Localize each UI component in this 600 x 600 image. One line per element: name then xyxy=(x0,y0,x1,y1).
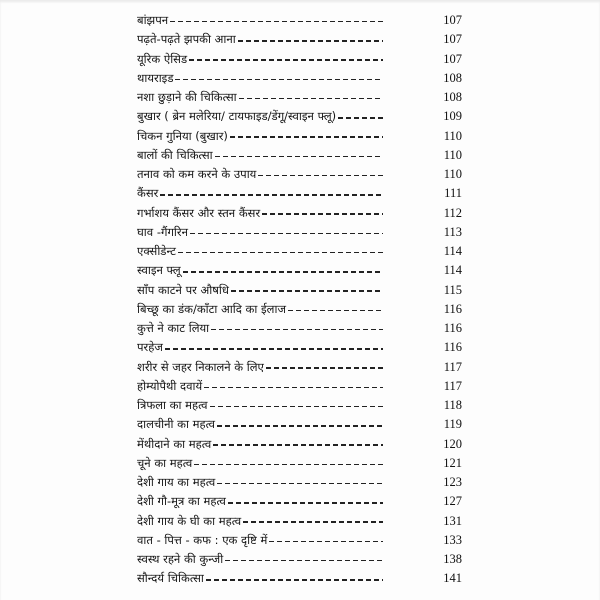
toc-entry-main xyxy=(137,11,383,30)
toc-entry-page-number: 115 xyxy=(443,282,462,297)
dash-leader xyxy=(217,425,383,426)
toc-entry-main xyxy=(137,30,383,49)
toc-entry-main xyxy=(137,165,383,184)
toc-entry-page-number: 114 xyxy=(443,263,462,278)
toc-entry-page-number: 108 xyxy=(443,90,462,105)
toc-entry-title: गर्भाशय कैंसर और स्तन कैंसर xyxy=(137,205,261,220)
toc-entry-title: वात - पित्त - कफ : एक दृष्टि में xyxy=(137,532,268,547)
toc-entry xyxy=(137,242,462,261)
toc-entry-main xyxy=(137,550,383,569)
toc-entry-page-number: 108 xyxy=(443,70,462,85)
dash-leader xyxy=(194,464,383,465)
toc-entry-main xyxy=(137,454,383,473)
toc-entry xyxy=(137,165,462,184)
toc-entry-page-number: 119 xyxy=(443,417,462,432)
toc-entry-title: बांझपन xyxy=(137,13,169,28)
dash-leader xyxy=(211,329,383,330)
toc-entry-title: कुत्ते ने काट लिया xyxy=(137,321,210,336)
dash-leader xyxy=(217,483,383,484)
dash-leader xyxy=(243,521,383,522)
dash-leader xyxy=(231,290,383,291)
toc-entry-page-number: 117 xyxy=(443,359,462,374)
toc-entry-main xyxy=(137,435,383,454)
toc-entry-title: यूरिक ऐसिड xyxy=(137,51,188,66)
dash-leader xyxy=(338,117,383,118)
toc-entry-main xyxy=(137,512,383,531)
toc-entry-page-number: 120 xyxy=(443,436,462,451)
toc-entry xyxy=(137,300,462,319)
toc-entry-main xyxy=(137,242,383,261)
dash-leader xyxy=(189,59,383,60)
toc-entry-page-number: 117 xyxy=(443,378,462,393)
toc-entry-title: बिच्छू का डंक/काँटा आदि का ईलाज xyxy=(137,301,286,316)
toc-entry xyxy=(137,473,462,492)
toc-entry-title: परहेज xyxy=(137,340,163,355)
toc-entry xyxy=(137,338,462,357)
toc-entry-main xyxy=(137,184,383,203)
toc-entry xyxy=(137,50,462,69)
toc-entry xyxy=(137,127,462,146)
dash-leader xyxy=(165,348,383,349)
toc-entry xyxy=(137,377,462,396)
toc-entry-page-number: 107 xyxy=(443,32,462,47)
dash-leader xyxy=(215,156,383,157)
toc-entry-title: साँप काटने पर औषधि xyxy=(137,282,229,297)
toc-entry-page-number: 131 xyxy=(443,513,462,528)
toc-entry-title: देशी गाय के घी का महत्व xyxy=(137,513,242,528)
toc-entry xyxy=(137,531,462,550)
toc-entry xyxy=(137,512,462,531)
toc-entry-title: नशा छुड़ाने की चिकित्सा xyxy=(137,90,237,105)
toc-entry-page-number: 110 xyxy=(443,128,462,143)
toc-entry-main xyxy=(137,50,383,69)
toc-entry-page-number: 116 xyxy=(443,301,462,316)
toc-entry-page-number: 110 xyxy=(443,147,462,162)
toc-entry-main xyxy=(137,396,383,415)
toc-entry-page-number: 133 xyxy=(443,532,462,547)
dash-leader xyxy=(262,213,383,214)
toc-entry-page-number: 114 xyxy=(443,244,462,259)
dash-leader xyxy=(206,579,383,580)
toc-entry-title: देशी गाय का महत्व xyxy=(137,475,216,490)
dash-leader xyxy=(230,136,383,137)
dash-leader xyxy=(190,233,383,234)
toc-entry-title: त्रिफला का महत्व xyxy=(137,398,208,413)
dash-leader xyxy=(170,21,383,22)
toc-entry-main xyxy=(137,107,383,126)
dash-leader xyxy=(238,40,383,41)
toc-entry-title: घाव -गैंगरिन xyxy=(137,224,188,239)
dash-leader xyxy=(175,79,383,80)
toc-entry xyxy=(137,11,462,30)
toc-entry-main xyxy=(137,473,383,492)
toc-entry-main xyxy=(137,281,383,300)
toc-entry xyxy=(137,88,462,107)
dash-leader xyxy=(225,560,383,561)
dash-leader xyxy=(204,387,383,388)
dash-leader xyxy=(258,175,383,176)
toc-entry xyxy=(137,281,462,300)
dash-leader xyxy=(210,406,383,407)
toc-entry-title: होम्योपैथी दवायें xyxy=(137,378,203,393)
toc-entry-page-number: 138 xyxy=(443,552,462,567)
toc-entry-main xyxy=(137,319,383,338)
toc-entry-title: स्वस्थ रहने की कुन्जी xyxy=(137,552,224,567)
toc-entry xyxy=(137,261,462,280)
toc-entry-title: शरीर से जहर निकालने के लिए xyxy=(137,359,264,374)
dash-leader xyxy=(239,98,383,99)
toc-entry-page-number: 141 xyxy=(443,571,462,586)
toc-entry xyxy=(137,319,462,338)
toc-entry-main xyxy=(137,531,383,550)
toc-entry xyxy=(137,492,462,511)
toc-entry-title: मेंथीदाने का महत्व xyxy=(137,436,212,451)
toc-entry xyxy=(137,550,462,569)
toc-entry xyxy=(137,396,462,415)
dash-leader xyxy=(228,502,383,503)
toc-entry xyxy=(137,569,462,588)
toc-entry-title: देशी गौ-मूत्र का महत्व xyxy=(137,494,226,509)
toc-entry xyxy=(137,69,462,88)
toc-entry-page-number: 109 xyxy=(443,109,462,124)
dash-leader xyxy=(269,541,383,542)
dash-leader xyxy=(178,252,383,253)
toc-entry-main xyxy=(137,223,383,242)
toc-entry-title: दालचीनी का महत्व xyxy=(137,417,216,432)
toc-entry-page-number: 107 xyxy=(443,13,462,28)
toc-entry-title: बुखार ( ब्रेन मलेरिया/ टायफाइड/डेंगू/स्वाइन फ्लू) xyxy=(137,109,337,124)
toc-entry-page-number: 121 xyxy=(443,455,462,470)
toc-entry-page-number: 111 xyxy=(444,186,462,201)
toc-entry xyxy=(137,223,462,242)
toc-list xyxy=(137,11,462,589)
dash-leader xyxy=(288,310,383,311)
toc-entry xyxy=(137,415,462,434)
toc-entry-main xyxy=(137,569,383,588)
toc-entry xyxy=(137,435,462,454)
toc-entry-page-number: 107 xyxy=(443,51,462,66)
toc-entry-page-number: 116 xyxy=(443,340,462,355)
toc-entry-title: तनाव को कम करने के उपाय xyxy=(137,167,257,182)
toc-entry-page-number: 113 xyxy=(443,224,462,239)
toc-entry-title: सौन्दर्य चिकित्सा xyxy=(137,571,204,586)
toc-entry-main xyxy=(137,204,383,223)
toc-entry-main xyxy=(137,69,383,88)
toc-entry-title: चूने का महत्व xyxy=(137,455,193,470)
toc-entry-main xyxy=(137,415,383,434)
toc-entry-title: पढ़ते-पढ़ते झपकी आना xyxy=(137,32,236,47)
toc-entry-page-number: 110 xyxy=(443,167,462,182)
dash-leader xyxy=(160,194,383,195)
toc-entry-main xyxy=(137,358,383,377)
toc-entry-title: बालों की चिकित्सा xyxy=(137,147,213,162)
toc-entry-main xyxy=(137,338,383,357)
toc-entry xyxy=(137,454,462,473)
dash-leader xyxy=(213,444,383,445)
toc-entry-main xyxy=(137,127,383,146)
toc-entry-page-number: 116 xyxy=(443,321,462,336)
dash-leader xyxy=(183,271,383,272)
toc-entry-title: चिकन गुनिया (बुखार) xyxy=(137,128,228,143)
toc-entry xyxy=(137,146,462,165)
toc-entry-page-number: 123 xyxy=(443,475,462,490)
toc-entry-main xyxy=(137,492,383,511)
dash-leader xyxy=(266,367,383,368)
toc-entry-title: स्वाइन फ्लू xyxy=(137,263,181,278)
toc-entry-page-number: 118 xyxy=(443,398,462,413)
toc-entry xyxy=(137,107,462,126)
toc-entry-main xyxy=(137,88,383,107)
toc-entry-main xyxy=(137,300,383,319)
toc-entry-main xyxy=(137,261,383,280)
toc-entry-title: एक्सीडेन्ट xyxy=(137,244,176,259)
toc-entry-main xyxy=(137,377,383,396)
toc-entry xyxy=(137,204,462,223)
toc-entry-title: थायराइड xyxy=(137,70,174,85)
toc-entry-title: कैंसर xyxy=(137,186,159,201)
toc-entry xyxy=(137,358,462,377)
toc-entry xyxy=(137,30,462,49)
toc-entry-main xyxy=(137,146,383,165)
toc-entry-page-number: 127 xyxy=(443,494,462,509)
toc-entry xyxy=(137,184,462,203)
toc-entry-page-number: 112 xyxy=(443,205,462,220)
